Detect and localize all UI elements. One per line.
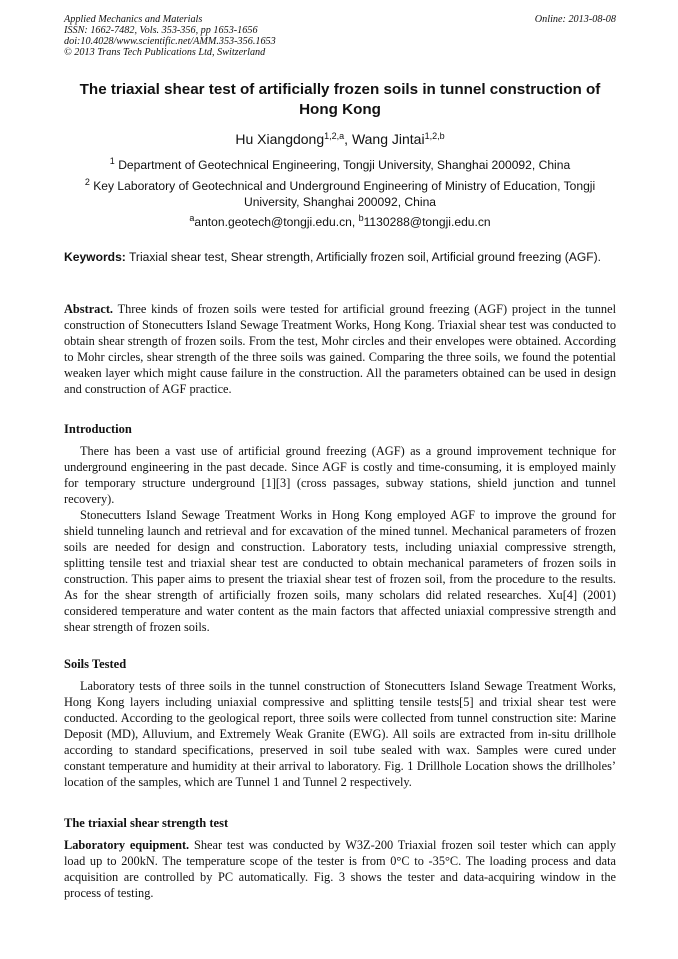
- issn-line: ISSN: 1662-7482, Vols. 353-356, pp 1653-1656: [64, 25, 258, 36]
- equipment-text: Shear test was conducted by W3Z-200 Triaxial frozen soil tester which can apply load up to 200kN. The temperature scope of the tester is from 0°C to -35°C. The loading process and data acquisition are controlled by PC automatically. Fig. 3 shows the tester and data-acquiring window in the process of testing.: [64, 838, 616, 900]
- abstract: [64, 301, 616, 397]
- section-heading-introduction: Introduction: [64, 422, 132, 436]
- email-mark: b: [358, 213, 364, 223]
- doi-line: doi:10.4028/www.scientific.net/AMM.353-356.1653: [64, 36, 276, 47]
- author-name: Hu Xiangdong: [235, 131, 325, 147]
- affiliation-mark: 1: [109, 156, 115, 166]
- journal-name: Applied Mechanics and Materials: [64, 14, 203, 25]
- soils-tested-body: [64, 678, 616, 790]
- email-a: anton.geotech@tongji.edu.cn,: [194, 215, 359, 229]
- keywords-text: Triaxial shear test, Shear strength, Artificially frozen soil, Artificial ground freezing (AGF).: [128, 250, 602, 264]
- section-heading-triaxial-test: The triaxial shear strength test: [64, 816, 229, 830]
- paragraph: Laboratory tests of three soils in the tunnel construction of Stonecutters Island Sewage Treatment Works, Hong Kong layers including uniaxial compressive and splitting tensile tests[5] and trixial shear test were conducted. According to the geological report, three soils were collected from tunnel construction site: Marine Deposit (MD), Alluvium, and Extremely Weak Granite (EWG). All soils are extracted from in-situ drillhole according to standard specifications, preserved in soil tube sealed with wax. Samples were cured under constant temperature and humidity at their arrival to laboratory. Fig. 1 Drillhole Location shows the drillholes’ location of the samples, which are Tunnel 1 and Tunnel 2 respectively.: [64, 679, 616, 789]
- email-b: 1130288@tongji.edu.cn: [363, 215, 491, 229]
- online-date: Online: 2013-08-08: [534, 14, 616, 25]
- affiliation-1: [64, 157, 616, 173]
- journal-header: [64, 14, 616, 58]
- affiliation-2: [74, 178, 606, 210]
- email-mark: a: [189, 213, 195, 223]
- section-heading-soils-tested: Soils Tested: [64, 657, 127, 671]
- keywords-label: Keywords:: [64, 250, 126, 264]
- affiliation-mark: 2: [84, 177, 90, 187]
- affiliation-text: Key Laboratory of Geotechnical and Underground Engineering of Ministry of Education, Tongji University, Shanghai 200092, China: [93, 179, 596, 209]
- keywords: [64, 250, 616, 265]
- triaxial-body: [64, 837, 616, 901]
- author-list: [64, 130, 616, 148]
- author-affiliation-mark: 1,2,a: [324, 131, 345, 141]
- author-name: Wang Jintai: [351, 131, 425, 147]
- email-line: [64, 214, 616, 230]
- copyright-line: © 2013 Trans Tech Publications Ltd, Switzerland: [64, 47, 266, 58]
- paragraph: There has been a vast use of artificial ground freezing (AGF) as a ground improvement technique for underground engineering in the past decade. Since AGF is costly and time-consuming, it is employed mainly for temporary structure underground [1][3] (cross passages, subway stations, shield junction and tunnel recovery).: [64, 444, 616, 506]
- author-affiliation-mark: 1,2,b: [424, 131, 445, 141]
- paper-title: The triaxial shear test of artificially frozen soils in tunnel construction of Hong Kong: [79, 81, 601, 118]
- equipment-label: Laboratory equipment.: [64, 838, 190, 852]
- abstract-text: Three kinds of frozen soils were tested for artificial ground freezing (AGF) project in the tunnel construction of Stonecutters Island Sewage Treatment Works, Hong Kong. Triaxial shear test was conducted to obtain shear strength of frozen soils. From the test, Mohr circles and their envelopes were obtained. According to Mohr circles, shear strength of the three soils was gained. Comparing the three soils, we found the potential weaken layer which might cause failure in the construction. All the parameters obtained can be used in design and construction of AGF practice.: [64, 302, 616, 396]
- introduction-body: [64, 443, 616, 635]
- paragraph: Stonecutters Island Sewage Treatment Works in Hong Kong employed AGF to improve the ground for shield tunneling launch and retrieval and for excavation of the mined tunnel. Mechanical parameters of frozen soils are needed for design and construction. Laboratory tests, including uniaxial compressive strength, splitting tensile test and triaxial shear test are conducted to obtain mechanical parameters of frozen soils in construction. This paper aims to present the triaxial shear test of frozen soil, from the procedure to the results. As for the shear strength of artificially frozen soils, many scholars did related researches. Xu[4] (2001) considered temperature and water content as the main factors that affected uniaxial compressive strength and shear strength of frozen soils.: [64, 508, 616, 634]
- abstract-label: Abstract.: [64, 302, 114, 316]
- author-separator: ,: [344, 131, 352, 147]
- affiliation-text: Department of Geotechnical Engineering, Tongji University, Shanghai 200092, China: [118, 158, 571, 172]
